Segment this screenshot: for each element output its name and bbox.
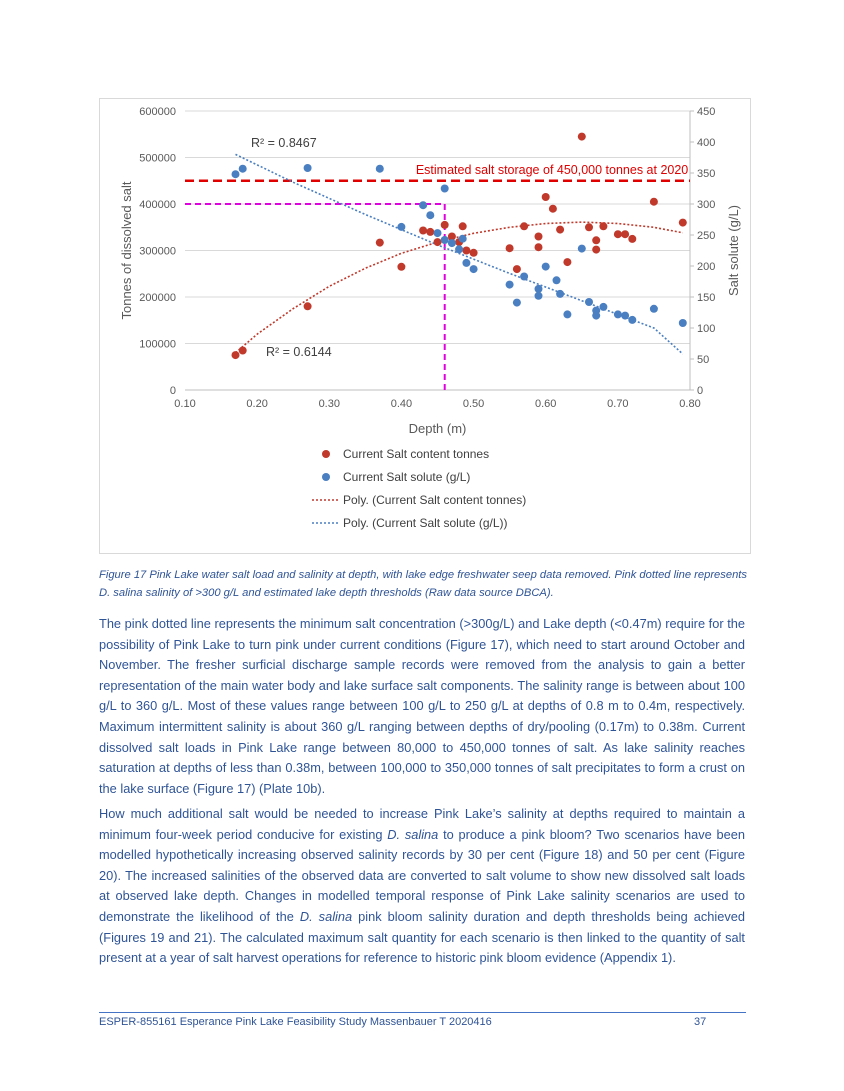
- salt-solute-point: [441, 236, 449, 244]
- salt-content-point: [621, 230, 629, 238]
- salt-solute-point: [650, 305, 658, 313]
- x-tick-label: 0.70: [607, 398, 629, 410]
- para2-text-3: pink bloom salinity duration and depth thresholds being achieved (Figures 19 and 21). The calculated maximum salt quantity for each scenario is then linked to the quantity of salt present at a year of salt harvest operations for reference to historic pink bloom evidence (Appendix 1).: [99, 908, 745, 966]
- footer-rule: [99, 1012, 746, 1013]
- salt-content-point: [239, 347, 247, 355]
- salt-content-point: [535, 243, 543, 251]
- salt-solute-point: [520, 273, 528, 281]
- y2-tick-label: 50: [697, 354, 710, 366]
- body-paragraph-1: The pink dotted line represents the minimum salt concentration (>300g/L) and Lake depth (<0.47m) require for the possibility of Pink Lake to turn pink under current conditions (Figure 17), which need to start around October and November. The fresher surficial discharge sample records were removed from the analysis to gain a better representation of the main water body and lake surface salt components. The salinity range is between about 100 g/L to 360 g/L. Most of these values range between 100 g/L to 250 g/L at depths of 0.8 m to 0.4m, respectively. Maximum intermittent salinity is about 360 g/L ranging between depths of dry/pooling (0.17m) to 0.38m. Current dissolved salt loads in Pink Lake range between 80,000 to 450,000 tonnes of salt. As lake salinity reaches saturation at depths of less than 0.38m, between 100,000 to 350,000 tonnes of salt precipitates to form a crust on the lake surface (Figure 17) (Plate 10b).: [99, 616, 745, 796]
- body-paragraph-2: [99, 804, 745, 969]
- salt-solute-point: [239, 165, 247, 173]
- salt-solute-point: [513, 299, 521, 307]
- y2-tick-label: 300: [697, 199, 716, 211]
- salt-solute-point: [553, 276, 561, 284]
- y-tick-label: 500000: [139, 152, 176, 165]
- legend-marker-salt-solute: [322, 473, 330, 481]
- y-tick-label: 400000: [139, 199, 176, 211]
- salt-content-point: [513, 265, 521, 273]
- salt-content-point: [535, 233, 543, 241]
- salt-content-point: [650, 198, 658, 206]
- y2-tick-label: 150: [697, 292, 716, 304]
- x-tick-label: 0.50: [462, 398, 485, 410]
- trendline-salt-solute: [236, 154, 683, 354]
- salt-solute-point: [679, 319, 687, 327]
- salt-content-point: [441, 221, 449, 229]
- y-tick-label: 300000: [139, 245, 176, 258]
- salt-content-point: [506, 244, 514, 252]
- figure-17: [99, 98, 751, 554]
- x-tick-label: 0.30: [318, 398, 340, 410]
- salt-content-point: [614, 230, 622, 238]
- salt-content-point: [434, 238, 442, 246]
- y-tick-label: 200000: [139, 292, 176, 304]
- salt-content-point: [426, 228, 434, 236]
- salt-content-point: [679, 219, 687, 227]
- x-axis-title: Depth (m): [408, 421, 467, 436]
- x-tick-label: 0.80: [679, 398, 701, 410]
- salt-content-point: [592, 246, 600, 254]
- y2-axis-title: Salt solute (g/L): [726, 204, 741, 297]
- salt-content-point: [419, 227, 427, 235]
- salt-solute-point: [556, 290, 564, 298]
- salt-solute-point: [535, 285, 543, 293]
- salt-solute-point: [535, 292, 543, 300]
- x-tick-label: 0.20: [246, 398, 268, 410]
- x-tick-label: 0.10: [174, 398, 196, 410]
- salt-solute-point: [506, 281, 514, 289]
- y-axis-title: Tonnes of dissolved salt: [119, 181, 134, 320]
- salt-content-point: [578, 133, 586, 141]
- para2-text-2: to produce a pink bloom? Two scenarios have been modelled hypothetically increasing observed salinity records by 30 per cent (Figure 18) and 50 per cent (Figure 20). The increased salinities of the observed data are converted to salt volume to show new dissolved salt loads at observed lake depth. Changes in modelled temporal response of Pink Lake salinity scenarios are used to demonstrate the likelihood of the: [99, 826, 745, 924]
- x-tick-label: 0.40: [390, 398, 413, 410]
- salt-solute-point: [232, 170, 240, 178]
- salt-solute-point: [376, 165, 384, 173]
- salt-solute-point: [628, 316, 636, 324]
- y2-tick-label: 250: [697, 230, 716, 242]
- salt-solute-point: [455, 245, 463, 253]
- chart: [100, 99, 752, 555]
- salt-content-point: [376, 239, 384, 247]
- y-tick-label: 100000: [139, 338, 176, 351]
- salt-content-point: [397, 263, 405, 271]
- salt-solute-point: [599, 303, 607, 311]
- salt-content-point: [549, 205, 557, 213]
- salt-solute-point: [542, 263, 550, 271]
- salt-solute-point: [614, 310, 622, 318]
- salt-content-point: [585, 223, 593, 231]
- y-tick-label: 0: [169, 385, 176, 397]
- salt-solute-point: [459, 235, 467, 243]
- legend-label-poly-solute: Poly. (Current Salt solute (g/L)): [343, 516, 508, 530]
- y-tick-label: 600000: [139, 106, 176, 118]
- salt-content-point: [232, 351, 240, 359]
- legend-marker-salt-content: [322, 450, 330, 458]
- salt-content-point: [520, 222, 528, 230]
- legend-label-salt-content: Current Salt content tonnes: [343, 447, 490, 461]
- figure-caption: Figure 17 Pink Lake water salt load and salinity at depth, with lake edge freshwater seep data removed. Pink dotted line represents D. salina salinity of >300 g/L and estimated lake depth thresholds (Raw data source DBCA).: [99, 569, 748, 599]
- salt-solute-point: [397, 223, 405, 231]
- salt-solute-point: [470, 265, 478, 273]
- salt-solute-point: [448, 239, 456, 247]
- salt-content-point: [470, 249, 478, 257]
- salt-storage-annotation: Estimated salt storage of 450,000 tonnes at 2020: [415, 162, 689, 177]
- salt-solute-point: [592, 312, 600, 320]
- y2-tick-label: 350: [697, 168, 716, 180]
- page-number: 37: [694, 1016, 707, 1028]
- salt-content-point: [599, 222, 607, 230]
- salt-solute-point: [419, 201, 427, 209]
- salt-solute-point: [426, 211, 434, 219]
- salt-solute-point: [462, 259, 470, 267]
- salt-content-point: [304, 302, 312, 310]
- para2-species-1: D. salina: [387, 826, 439, 842]
- x-tick-label: 0.60: [535, 398, 557, 410]
- salt-solute-point: [434, 229, 442, 237]
- salt-content-point: [556, 226, 564, 234]
- y2-tick-label: 400: [697, 137, 716, 149]
- salt-content-point: [628, 235, 636, 243]
- salt-solute-point: [585, 298, 593, 306]
- salt-content-point: [563, 258, 571, 266]
- r2-label-content: R² = 0.6144: [266, 345, 332, 359]
- salt-content-point: [592, 236, 600, 244]
- r2-label-solute: R² = 0.8467: [251, 136, 317, 150]
- para2-species-2: D. salina: [299, 908, 353, 924]
- legend-label-salt-solute: Current Salt solute (g/L): [343, 470, 471, 484]
- y2-tick-label: 200: [697, 261, 716, 273]
- salt-solute-point: [304, 164, 312, 172]
- y2-tick-label: 100: [697, 323, 716, 335]
- para2-text-1: How much additional salt would be needed to increase Pink Lake’s salinity at depths required to maintain a minimum four-week period conducive for existing: [99, 806, 745, 842]
- y2-tick-label: 0: [697, 385, 704, 397]
- salt-solute-point: [621, 312, 629, 320]
- footer-text: ESPER-855161 Esperance Pink Lake Feasibility Study Massenbauer T 2020416: [99, 1016, 492, 1028]
- salt-solute-point: [441, 185, 449, 193]
- legend-label-poly-content: Poly. (Current Salt content tonnes): [343, 493, 527, 507]
- salt-content-point: [542, 193, 550, 201]
- salt-content-point: [462, 247, 470, 255]
- y2-tick-label: 450: [697, 106, 716, 118]
- salt-solute-point: [578, 245, 586, 253]
- salt-solute-point: [563, 310, 571, 318]
- salt-content-point: [459, 222, 467, 230]
